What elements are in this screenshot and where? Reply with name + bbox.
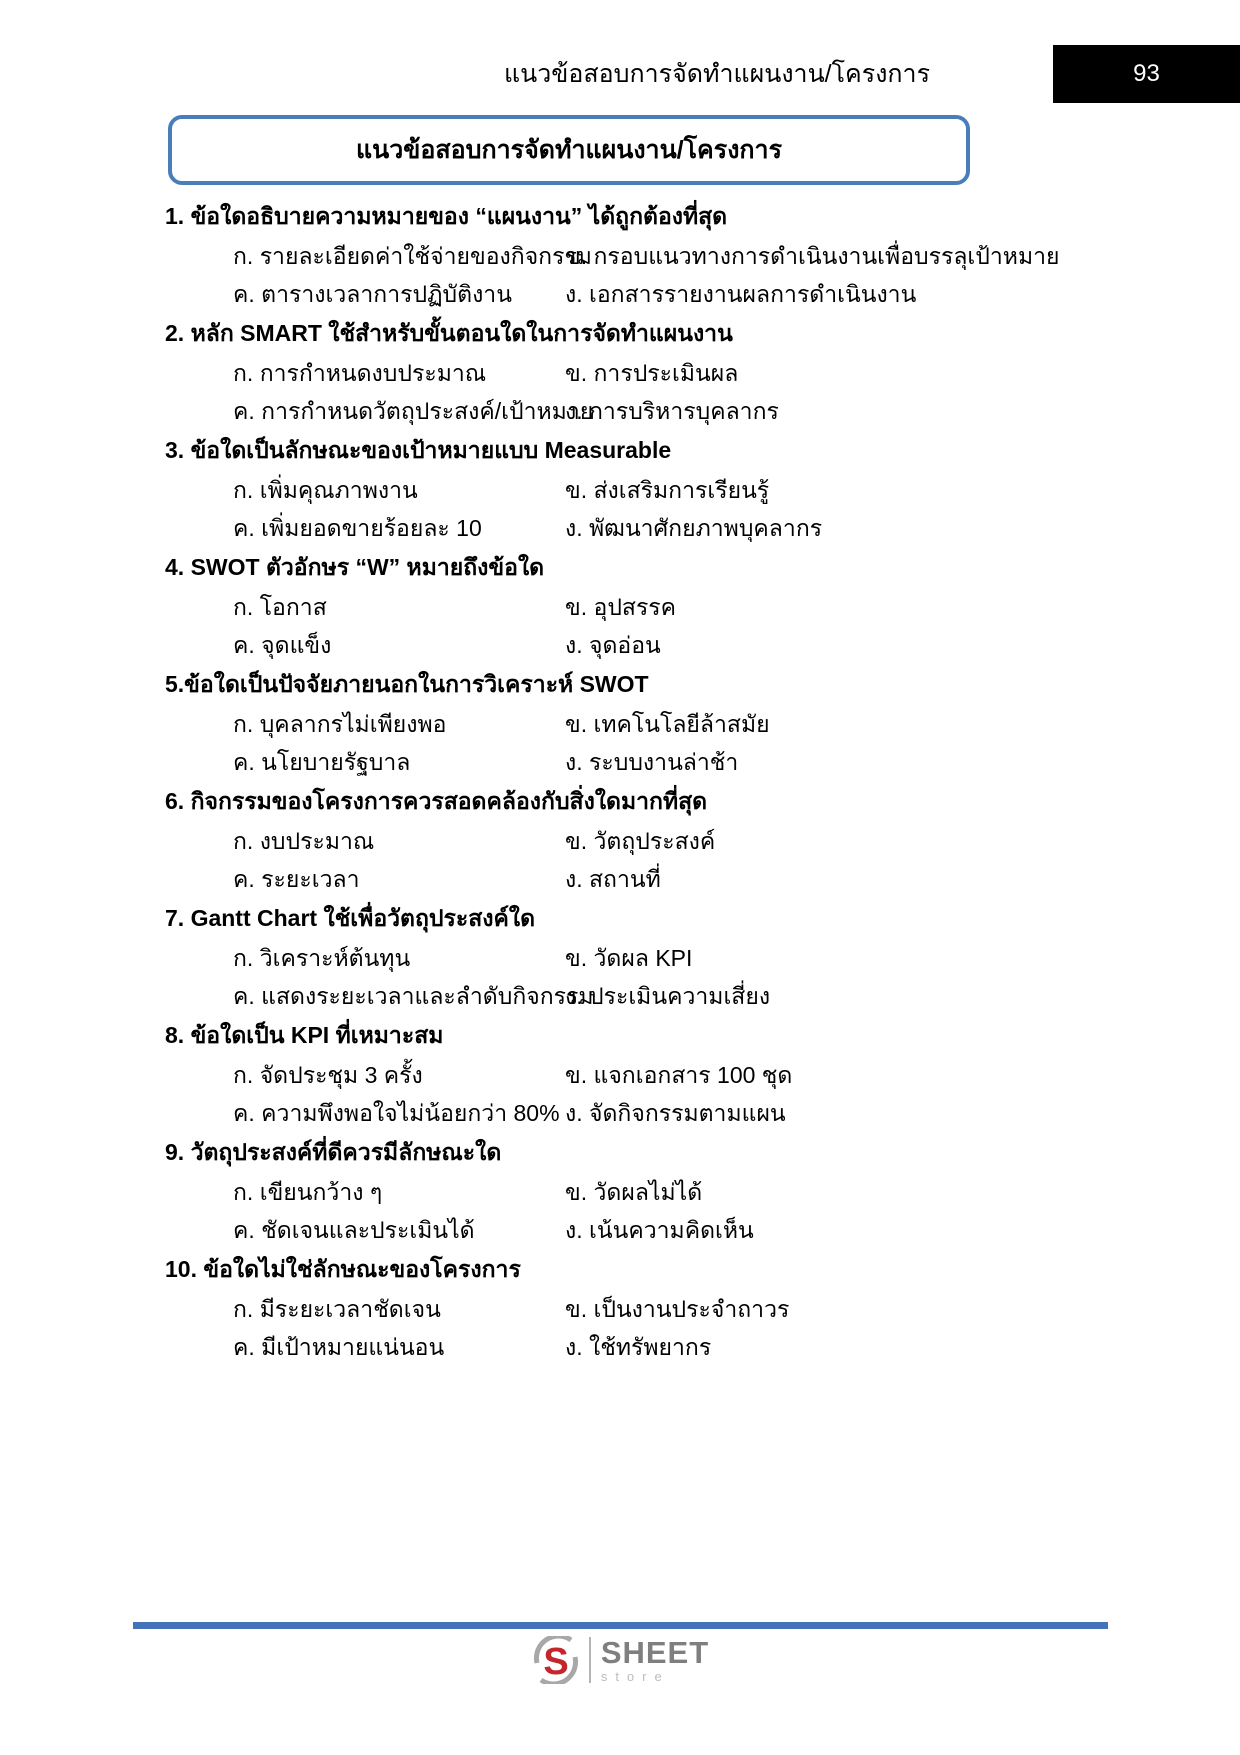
option-row: [165, 1211, 1085, 1249]
exam-title: แนวข้อสอบการจัดทำแผนงาน/โครงการ: [355, 136, 782, 164]
option-row: [165, 1290, 1085, 1328]
question-list: [165, 196, 1085, 1366]
option-c: ค. ตารางเวลาการปฏิบัติงาน: [233, 281, 512, 307]
running-header: [0, 45, 1240, 103]
option-row: [165, 860, 1085, 898]
question-3: [165, 430, 1085, 547]
question-5: [165, 664, 1085, 781]
option-row: [165, 1173, 1085, 1211]
option-b: ข. วัตถุประสงค์: [565, 828, 716, 854]
option-d: ง. ใช้ทรัพยากร: [565, 1334, 712, 1360]
question-7: [165, 898, 1085, 1015]
option-a: ก. จัดประชุม 3 ครั้ง: [233, 1062, 423, 1088]
option-b: ข. อุปสรรค: [565, 594, 677, 620]
question-heading: 2. หลัก SMART ใช้สำหรับขั้นตอนใดในการจัดทำแผนงาน: [165, 320, 733, 346]
option-c: ค. การกำหนดวัตถุประสงค์/เป้าหมาย: [233, 398, 594, 424]
option-d: ง. ระบบงานล่าช้า: [565, 749, 739, 775]
option-d: ง. จัดกิจกรรมตามแผน: [565, 1100, 786, 1126]
option-c: ค. ความพึงพอใจไม่น้อยกว่า 80%: [233, 1100, 560, 1126]
option-c: ค. นโยบายรัฐบาล: [233, 749, 411, 775]
footer-rule: [133, 1622, 1108, 1629]
option-a: ก. งบประมาณ: [233, 828, 375, 854]
option-d: ง. ประเมินความเสี่ยง: [565, 983, 771, 1009]
option-row: [165, 392, 1085, 430]
question-9: [165, 1132, 1085, 1249]
option-d: ง. การบริหารบุคลากร: [565, 398, 779, 424]
option-row: [165, 354, 1085, 392]
page-number-badge: 93: [1053, 45, 1240, 103]
option-row: [165, 1094, 1085, 1132]
question-heading: 9. วัตถุประสงค์ที่ดีควรมีลักษณะใด: [165, 1139, 502, 1165]
option-c: ค. แสดงระยะเวลาและลำดับกิจกรรม: [233, 983, 594, 1009]
brand-name: SHEET: [600, 1635, 710, 1670]
question-8: [165, 1015, 1085, 1132]
option-a: ก. เขียนกว้าง ๆ: [233, 1179, 383, 1205]
question-2: [165, 313, 1085, 430]
logo-divider: [589, 1637, 591, 1683]
option-row: [165, 237, 1085, 275]
option-b: ข. การประเมินผล: [565, 360, 739, 386]
option-row: [165, 626, 1085, 664]
option-b: ข. วัดผลไม่ได้: [565, 1179, 703, 1205]
option-a: ก. มีระยะเวลาชัดเจน: [233, 1296, 441, 1322]
question-heading: 7. Gantt Chart ใช้เพื่อวัตถุประสงค์ใด: [165, 905, 536, 931]
header-title: แนวข้อสอบการจัดทำแผนงาน/โครงการ: [503, 60, 930, 88]
option-c: ค. ชัดเจนและประเมินได้: [233, 1217, 475, 1243]
option-a: ก. บุคลากรไม่เพียงพอ: [233, 711, 447, 737]
option-d: ง. จุดอ่อน: [565, 632, 661, 658]
option-row: [165, 1056, 1085, 1094]
brand-text: [601, 1637, 709, 1683]
option-row: [165, 705, 1085, 743]
question-1: [165, 196, 1085, 313]
option-b: ข. เป็นงานประจำถาวร: [565, 1296, 790, 1322]
question-10: [165, 1249, 1085, 1366]
option-d: ง. เอกสารรายงานผลการดำเนินงาน: [565, 281, 917, 307]
sheet-store-logo: [0, 1634, 1240, 1686]
option-c: ค. เพิ่มยอดขายร้อยละ 10: [233, 515, 482, 541]
question-6: [165, 781, 1085, 898]
option-b: ข. กรอบแนวทางการดำเนินงานเพื่อบรรลุเป้าหมาย: [565, 243, 1060, 269]
question-heading: 6. กิจกรรมของโครงการควรสอดคล้องกับสิ่งใดมากที่สุด: [165, 788, 708, 814]
option-row: [165, 1328, 1085, 1366]
option-row: [165, 939, 1085, 977]
question-heading: 8. ข้อใดเป็น KPI ที่เหมาะสม: [165, 1022, 444, 1048]
option-a: ก. รายละเอียดค่าใช้จ่ายของกิจกรรม: [233, 243, 592, 269]
option-a: ก. วิเคราะห์ต้นทุน: [233, 945, 411, 971]
question-heading: 1. ข้อใดอธิบายความหมายของ “แผนงาน” ได้ถูกต้องที่สุด: [165, 203, 728, 229]
question-4: [165, 547, 1085, 664]
option-row: [165, 275, 1085, 313]
option-d: ง. พัฒนาศักยภาพบุคลากร: [565, 515, 823, 541]
option-row: [165, 743, 1085, 781]
option-row: [165, 588, 1085, 626]
option-row: [165, 822, 1085, 860]
option-c: ค. ระยะเวลา: [233, 866, 360, 892]
question-heading: 10. ข้อใดไม่ใช่ลักษณะของโครงการ: [165, 1256, 521, 1282]
option-b: ข. แจกเอกสาร 100 ชุด: [565, 1062, 793, 1088]
brand-subtitle: store: [600, 1669, 670, 1684]
option-a: ก. เพิ่มคุณภาพงาน: [233, 477, 418, 503]
option-row: [165, 977, 1085, 1015]
option-a: ก. โอกาส: [233, 594, 327, 620]
question-heading: 3. ข้อใดเป็นลักษณะของเป้าหมายแบบ Measurable: [165, 437, 672, 463]
question-heading: 5.ข้อใดเป็นปัจจัยภายนอกในการวิเคราะห์ SWOT: [165, 671, 649, 697]
option-d: ง. เน้นความคิดเห็น: [565, 1217, 754, 1243]
option-c: ค. มีเป้าหมายแน่นอน: [233, 1334, 445, 1360]
option-b: ข. เทคโนโลยีล้าสมัย: [565, 711, 770, 737]
exam-title-box: [168, 115, 970, 185]
question-heading: 4. SWOT ตัวอักษร “W” หมายถึงข้อใด: [165, 554, 545, 580]
option-row: [165, 471, 1085, 509]
option-a: ก. การกำหนดงบประมาณ: [233, 360, 487, 386]
option-d: ง. สถานที่: [565, 866, 661, 892]
option-b: ข. ส่งเสริมการเรียนรู้: [565, 477, 770, 503]
option-row: [165, 509, 1085, 547]
option-c: ค. จุดแข็ง: [233, 632, 332, 658]
s-logo-icon: [531, 1636, 581, 1684]
option-b: ข. วัดผล KPI: [565, 945, 693, 971]
logo-letter: S: [543, 1641, 569, 1683]
